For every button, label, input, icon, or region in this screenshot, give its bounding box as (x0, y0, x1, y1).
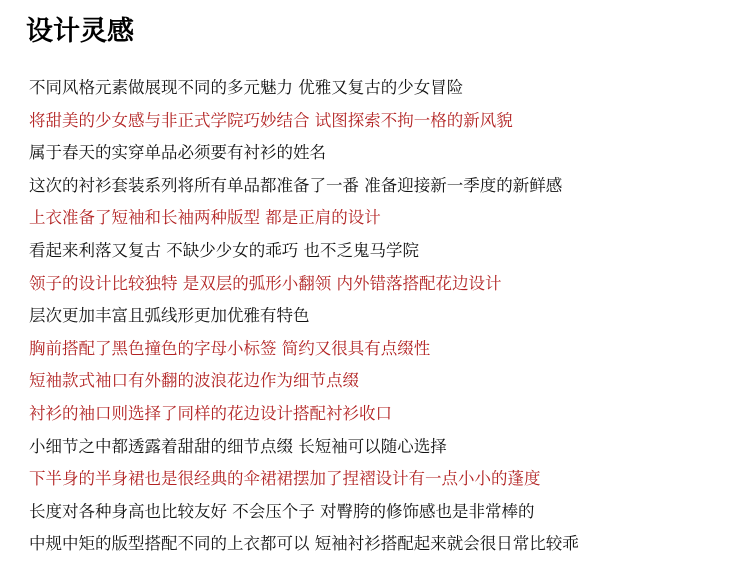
text-line-13: 下半身的半身裙也是很经典的伞裙裙摆加了捏褶设计有一点小小的蓬度 (29, 469, 541, 489)
text-line-14: 长度对各种身高也比较友好 不会压个子 对臀胯的修饰感也是非常棒的 (29, 501, 535, 521)
text-line-8: 层次更加丰富且弧线形更加优雅有特色 (29, 306, 310, 326)
page-title: 设计灵感 (26, 16, 134, 47)
text-line-15: 中规中矩的版型搭配不同的上衣都可以 短袖衬衫搭配起来就会很日常比较乖 (29, 534, 579, 554)
text-line-12: 小细节之中都透露着甜甜的细节点缀 长短袖可以随心选择 (29, 436, 447, 456)
text-line-1: 不同风格元素做展现不同的多元魅力 优雅又复古的少女冒险 (29, 78, 464, 97)
text-line-7: 领子的设计比较独特 是双层的弧形小翻领 内外错落搭配花边设计 (29, 273, 502, 293)
text-line-3: 属于春天的实穿单品必须要有衬衫的姓名 (29, 143, 326, 163)
text-line-10: 短袖款式袖口有外翻的波浪花边作为细节点缀 (29, 371, 359, 391)
text-line-9: 胸前搭配了黑色撞色的字母小标签 简约又很具有点缀性 (29, 338, 431, 358)
text-line-4: 这次的衬衫套装系列将所有单品都准备了一番 准备迎接新一季度的新鲜感 (29, 175, 563, 195)
text-line-6: 看起来利落又复古 不缺少少女的乖巧 也不乏鬼马学院 (29, 240, 419, 260)
description-lines (29, 72, 729, 561)
text-line-5: 上衣准备了短袖和长袖两种版型 都是正肩的设计 (29, 208, 381, 228)
text-line-11: 衬衫的袖口则选择了同样的花边设计搭配衬衫收口 (29, 403, 392, 423)
text-line-2: 将甜美的少女感与非正式学院巧妙结合 试图探索不拘一格的新风貌 (29, 110, 513, 130)
